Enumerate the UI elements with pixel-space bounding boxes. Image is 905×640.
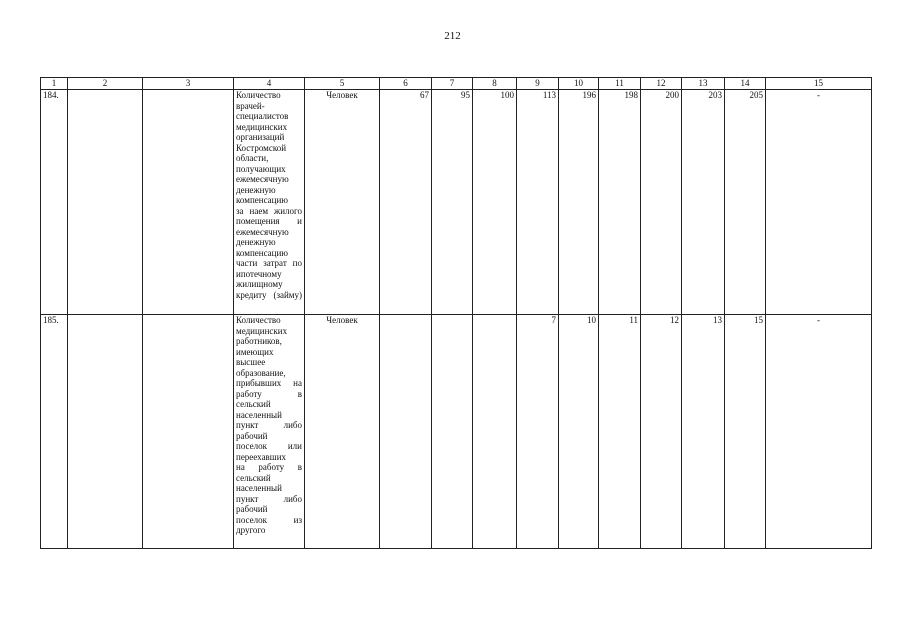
row-value [380, 315, 432, 549]
row-value: 205 [725, 90, 766, 315]
table-row [41, 90, 872, 315]
description-line: переехавших [236, 451, 287, 462]
description-line: компенсацию [236, 247, 289, 258]
description-line: организаций [236, 132, 285, 142]
description-line: Количество [236, 315, 281, 325]
row-description [234, 315, 305, 549]
table-header-row [41, 78, 872, 90]
row-unit: Человек [305, 90, 380, 315]
header-cell: 9 [517, 78, 559, 90]
row-index: 185. [41, 315, 68, 549]
description-line: пункт либо [236, 493, 302, 504]
header-cell: 11 [599, 78, 641, 90]
header-cell: 4 [234, 78, 305, 90]
header-cell: 1 [41, 78, 68, 90]
description-line: врачей- [236, 100, 265, 111]
description-line: работу в [236, 388, 302, 399]
description-line: ипотечному [236, 268, 282, 279]
header-cell: 2 [68, 78, 143, 90]
row-value [432, 315, 473, 549]
row-col2 [68, 90, 143, 315]
description-line: пункт либо [236, 420, 302, 430]
description-line: поселок из [236, 514, 302, 525]
row-value: 196 [559, 90, 599, 315]
page-number: 212 [444, 30, 461, 42]
header-cell: 12 [641, 78, 682, 90]
description-line: жилищному [236, 279, 283, 289]
row-value: 95 [432, 90, 473, 315]
header-cell: 10 [559, 78, 599, 90]
description-line: населенный [236, 483, 282, 493]
description-line: имеющих [236, 346, 274, 357]
description-line: населенный [236, 409, 282, 420]
description-line: получающих [236, 163, 286, 174]
row-value: 203 [682, 90, 725, 315]
description-line: за наем жилого [236, 205, 302, 216]
description-line: кредиту (займу) [236, 289, 302, 300]
description-line: ежемесячную [236, 174, 289, 184]
row-description [234, 90, 305, 315]
description-line: высшее [236, 357, 266, 367]
row-unit: Человек [305, 315, 380, 549]
row-value [473, 315, 517, 549]
description-line: денежную [236, 237, 276, 247]
row-value: 12 [641, 315, 682, 549]
header-cell: 3 [143, 78, 234, 90]
header-cell: 6 [380, 78, 432, 90]
description-line: образование, [236, 367, 286, 378]
row-value: 15 [725, 315, 766, 549]
header-cell: 7 [432, 78, 473, 90]
description-line: части затрат по [236, 258, 302, 268]
row-note: - [766, 315, 872, 549]
description-line: работников, [236, 336, 282, 346]
description-line: помещения и [236, 216, 302, 226]
description-line: рабочий [236, 504, 268, 514]
description-line: ежемесячную [236, 226, 289, 237]
row-value: 67 [380, 90, 432, 315]
table-row [41, 315, 872, 549]
header-cell: 15 [766, 78, 872, 90]
header-cell: 14 [725, 78, 766, 90]
row-value: 10 [559, 315, 599, 549]
row-value: 13 [682, 315, 725, 549]
header-cell: 13 [682, 78, 725, 90]
row-value: 113 [517, 90, 559, 315]
description-line: другого [236, 525, 266, 535]
description-line: медицинских [236, 121, 288, 132]
row-value: 200 [641, 90, 682, 315]
row-index: 184. [41, 90, 68, 315]
data-table [40, 77, 872, 549]
row-value: 7 [517, 315, 559, 549]
row-col3 [143, 315, 234, 549]
header-cell: 5 [305, 78, 380, 90]
row-note: - [766, 90, 872, 315]
row-col2 [68, 315, 143, 549]
description-line: денежную [236, 184, 276, 195]
description-line: области, [236, 153, 269, 163]
row-value: 100 [473, 90, 517, 315]
description-line: специалистов [236, 111, 289, 121]
description-line: компенсацию [236, 195, 289, 205]
description-line: поселок или [236, 441, 302, 451]
row-value: 198 [599, 90, 641, 315]
header-cell: 8 [473, 78, 517, 90]
row-value: 11 [599, 315, 641, 549]
description-line: Костромской [236, 142, 287, 153]
description-line: прибывших на [236, 378, 302, 388]
description-line: Количество [236, 90, 281, 100]
description-line: сельский [236, 399, 271, 409]
description-line: медицинских [236, 325, 288, 336]
description-line: сельский [236, 472, 271, 483]
description-line: рабочий [236, 430, 268, 441]
description-line: на работу в [236, 462, 302, 472]
row-col3 [143, 90, 234, 315]
